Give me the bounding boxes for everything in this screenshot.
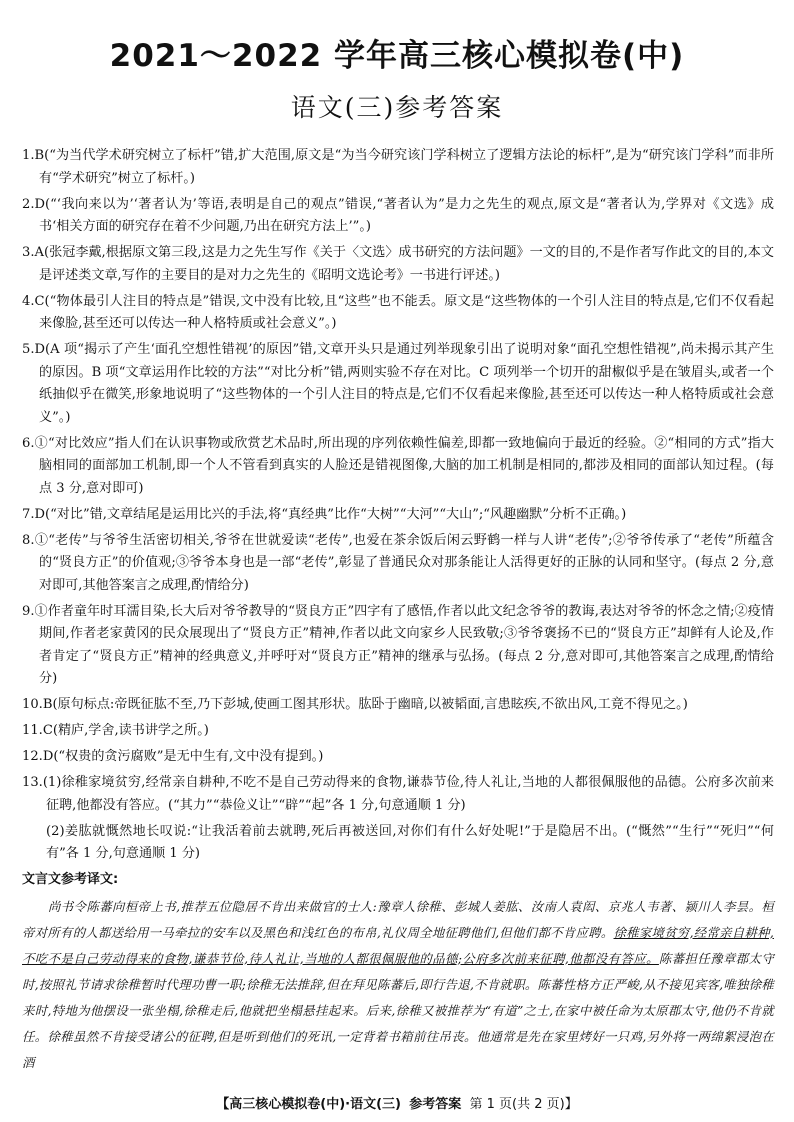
answer-number: 1. (22, 148, 35, 163)
footer-label: 参考答案 (409, 1097, 462, 1112)
footer-series: 【高三核心模拟卷(中)·语文(三) (216, 1097, 401, 1112)
answer-text: C(精庐,学舍,读书讲学之所。) (42, 723, 209, 738)
answer-number: 3. (22, 245, 35, 260)
answers-section (22, 145, 774, 1076)
answer-item-13 (22, 772, 774, 817)
answer-number: 2. (22, 196, 35, 212)
translation-part-2: 陈蕃担任豫章郡太守时,按照礼节请求徐稚暂时代理功曹一职;徐稚无法推辞,但在拜见陈蕃后,即行告退,不肯就职。陈蕃性格方正严峻,从不接见宾客,唯独徐稚来时,特地为他摆设一张坐榻,徐稚走后,他就把坐榻悬挂起来。后来,徐稚又被推荐为“有道”之士,在家中被任命为太原郡太守,他仍不肯就任。徐稚虽然不肯接受诸公的征聘,但是听到他们的死讯,一定背着书箱前往吊丧。他通常是先在家里烤好一只鸡,另外将一两绵絮浸泡在酒 (22, 950, 774, 1070)
answer-item-4 (22, 291, 774, 336)
answer-text: D(“对比”错,文章结尾是运用比兴的手法,将“真经典”比作“大树”“大河”“大山”;“风趣幽默”分析不正确。) (34, 506, 627, 522)
answer-number: 13. (22, 775, 43, 790)
answer-item-7 (22, 504, 774, 527)
answer-text: ①作者童年时耳濡目染,长大后对爷爷教导的“贤良方正”四字有了感悟,作者以此文纪念爷爷的教诲,表达对爷爷的怀念之情;②疫情期间,作者老家黄冈的民众展现出了“贤良方正”精神,作者以此文向家乡人民致敬;③爷爷褒扬不已的“贤良方正”却鲜有人论及,作者肯定了“贤良方正”精神的经典意义,并呼吁对“贤良方正”精神的继承与弘扬。(每点 2 分,意对即可,其他答案言之成理,酌情给分) (34, 603, 774, 686)
translation-heading: 文言文参考译文: (22, 871, 119, 887)
answer-13-part-2: (2)姜肱就慨然地长叹说:“让我活着前去就聘,死后再被送回,对你们有什么好处呢!”于是隐居不出。(“慨然”“生行”“死归”“何有”各 1 分,句意通顺 1 分) (46, 823, 774, 861)
answer-item-5 (22, 339, 774, 429)
answer-text: D(A 项“揭示了产生‘面孔空想性错视’的原因”错,文章开头只是通过列举现象引出了说明对象“面孔空想性错视”,尚未揭示其产生的原因。B 项“文章运用作比较的方法”“对比分析”错,两则实验不存在对比。C 项列举一个切开的甜椒似乎是在皱眉头,或者一个纸抽似乎在微笑,形象地说明了“这些物体的一个引人注目的特点是,它们不仅看起来像脸,甚至还可以传达一种人格特质或社会意义”。) (34, 342, 774, 425)
answer-item-3 (22, 242, 774, 287)
answer-item-1 (22, 145, 774, 190)
footer-page-number: 第 1 页(共 2 页)】 (469, 1097, 578, 1112)
answer-item-8 (22, 530, 774, 598)
answer-text: B(“为当代学术研究树立了标杆”错,扩大范围,原文是“为当今研究该门学科树立了逻辑方法论的标杆”,是为“研究该门学科”而非所有“学术研究”树立了标杆。) (34, 148, 774, 186)
answer-item-11 (22, 720, 774, 743)
answer-text: ①“老传”与爷爷生活密切相关,爷爷在世就爱读“老传”,也爱在茶余饭后闲云野鹤一样与人讲“老传”;②爷爷传承了“老传”所蕴含的“贤良方正”的价值观;③爷爷本身也是一部“老传”,彰显了普通民众对那条能让人活得更好的正脉的认同和坚守。(每点 2 分,意对即可,其他答案言之成理,酌情给分) (34, 532, 774, 593)
answer-text: (1)徐稚家境贫穷,经常亲自耕种,不吃不是自己劳动得来的食物,谦恭节俭,待人礼让,当地的人都很佩服他的品德。公府多次前来征聘,他都没有答应。(“其力”“恭俭义让”“辟”“起”各 1 分,句意通顺 1 分) (42, 775, 774, 813)
page-title: 2021～2022 学年高三核心模拟卷(中) (109, 38, 685, 74)
answer-number: 12. (22, 749, 43, 764)
answer-number: 10. (22, 697, 43, 712)
answer-number: 8. (22, 532, 35, 548)
answer-text: B(原句标点:帝既征肱不至,乃下彭城,使画工图其形状。肱卧于幽暗,以被韬面,言患眩疾,不欲出风,工竟不得见之。) (42, 697, 688, 712)
page-footer (0, 1093, 794, 1112)
answer-number: 9. (22, 603, 35, 619)
page-subtitle: 语文(三)参考答案 (290, 93, 504, 122)
answer-number: 5. (22, 342, 35, 357)
answer-item-10 (22, 694, 774, 717)
answer-number: 4. (22, 293, 35, 309)
answer-text: ①“对比效应”指人们在认识事物或欣赏艺术品时,所出现的序列依赖性偏差,即都一致地偏向于最近的经验。②“相同的方式”指大脑相同的面部加工机制,即一个人不管看到真实的人脸还是错视图像,大脑的加工机制是相同的,都涉及相同的面部认知过程。(每点 3 分,意对即可) (34, 435, 774, 496)
answer-text: D(“权贵的贪污腐败”是无中生有,文中没有提到。) (42, 749, 324, 764)
translation-text (22, 894, 774, 1076)
answer-text: D(“‘我向来以为’‘著者认为’等语,表明是自己的观点”错误,“著者认为”是力之先生的观点,原文是“著者认为,学界对《文选》成书‘相关方面的研究存在着不少问题,乃出在研究方法上’”。) (34, 196, 774, 234)
answer-number: 7. (22, 506, 35, 522)
answer-item-9 (22, 601, 774, 691)
answer-item-2 (22, 194, 774, 239)
translation-part-1: 尚书令陈蕃向桓帝上书,推荐五位隐居不肯出来做官的士人:豫章人徐稚、彭城人姜肱、汝南人袁闳、京兆人韦著、颍川人李昙。桓帝对所有的人都送给用一马牵拉的安车以及黑色和浅红色的布帛,礼仪周全地征聘他们,但他们都不肯应聘。 (22, 898, 774, 940)
answer-item-12 (22, 746, 774, 769)
translation-underlined-sentence: 徐稚家境贫穷,经常亲自耕种,不吃不是自己劳动得来的食物,谦恭节俭,待人礼让,当地的人都很佩服他的品德;公府多次前来征聘,他都没有答应。 (22, 924, 774, 966)
answer-text: A(张冠李戴,根据原文第三段,这是力之先生写作《关于〈文选〉成书研究的方法问题》一文的目的,不是作者写作此文的目的,本文是评述类文章,写作的主要目的是对力之先生的《昭明文选论考》一书进行评述。) (34, 245, 774, 283)
answer-text: C(“物体最引人注目的特点是”错误,文中没有比较,且“这些”也不能丢。原文是“这些物体的一个引人注目的特点是,它们不仅看起来像脸,甚至还可以传达一种人格特质或社会意义”。) (34, 293, 774, 331)
answer-number: 6. (22, 435, 35, 451)
answer-number: 11. (22, 723, 43, 738)
answer-item-6 (22, 433, 774, 501)
